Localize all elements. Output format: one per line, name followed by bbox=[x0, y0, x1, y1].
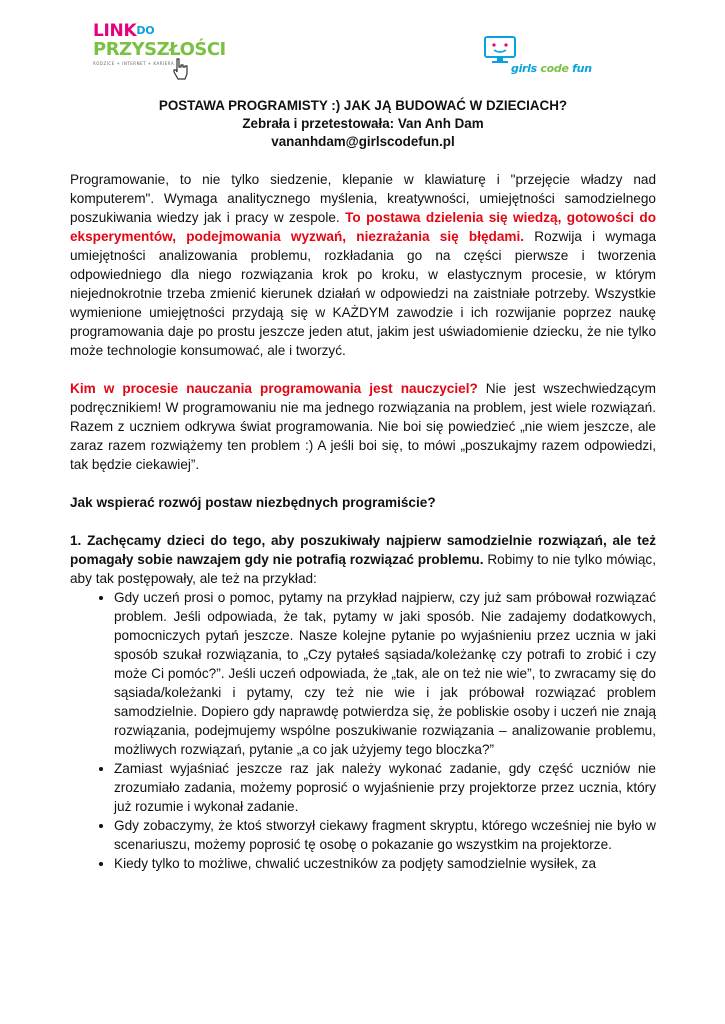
paragraph-teacher: Kim w procesie nauczania programowania jest nauczyciel? Nie jest wszechwiedzącym podręcznikiem! W programowaniu nie ma jednego rozwiązania na problem, jest wiele rozwiązań. Razem z uczniem odkrywa świat programowania. Nie boi się powiedzieć „nie wiem jeszcze, ale zaraz razem rozwiążemy ten problem :) A jeśli boi się, to mówi „poszukajmy razem odpowiedzi, tak będzie ciekawiej”. bbox=[70, 381, 656, 472]
list-item: • Zamiast wyjaśniać jeszcze raz jak należy wykonać zadanie, gdy część uczniów nie zrozumiało zadania, możemy poprosić o wyjaśnienie przy projektorze przez ucznia, który już rozumie i wykonał zadanie. bbox=[114, 759, 656, 816]
bullet-list bbox=[70, 588, 656, 873]
logo-line2: PRZYSZŁOŚCI bbox=[93, 39, 226, 60]
author-line: Zebrała i przetestowała: Van Anh Dam bbox=[242, 116, 484, 131]
document-body bbox=[70, 97, 656, 873]
logo-tagline: RODZICE + INTERNET + KARIERA bbox=[93, 61, 175, 66]
list-item: • Gdy uczeń prosi o pomoc, pytamy na przykład najpierw, czy już sam próbował rozwiązać problem. Jeśli odpowiada, że tak, pytamy w jaki sposób. Nie zadajemy dodatkowych, pomocniczych pytań jeszcze. Nasze kolejne pytanie po wyjaśnieniu przez ucznia w jaki sposób szukał rozwiązania, to „Czy pytałeś sąsiada/koleżankę czy potrafi to zrobić i czy może Ci pomóc?”. Jeśli uczeń odpowiada, że „tak, ale on też nie wie”, to zwracamy się do sąsiada/koleżanki i pytamy, czy też nie wie i jak próbował rozwiązać problem samodzielnie. Dopiero gdy naprawdę potwierdza się, że pobliskie osoby i uczeń nie znają rozwiązania, podejmujemy wspólne poszukiwanie rozwiązania – analizowanie problemu, możliwych rozwiązań, pytanie „a co jak użyjemy tego bloczka?” bbox=[114, 588, 656, 759]
document-title: POSTAWA PROGRAMISTY :) JAK JĄ BUDOWAĆ W DZIECIACH? bbox=[158, 98, 568, 113]
highlight-red: To postawa dzielenia się wiedzą, gotowości do eksperymentów, podejmowania wyzwań, niezrażania się błędami. bbox=[70, 210, 656, 244]
section-heading: Jak wspierać rozwój postaw niezbędnych programiście? bbox=[70, 495, 436, 510]
list-item: • Kiedy tylko to możliwe, chwalić uczestników za podjęty samodzielnie wysiłek, za bbox=[114, 854, 656, 873]
logo-line1: $LINK^{DO}$ bbox=[93, 21, 155, 41]
paragraph-intro: Programowanie, to nie tylko siedzenie, klepanie w klawiaturę i "przejęcie władzy nad komputerem". Wymaga analitycznego myślenia, kreatywności, umiejętności samodzielnego poszukiwania wiedzy jak i pracy w zespole. To postawa dzielenia się wiedzą, gotowości do eksperymentów, podejmowania wyzwań, niezrażania się błędami. Rozwija i wymaga umiejętności analizowania problemu, rozkładania go na części pierwsze i tworzenia odpowiedniego dla niego rozwiązania krok po kroku, w elastycznym procesie, w którym niejednokrotnie trzeba zmienić kierunek działań w odpowiedzi na zaistniałe potrzeby. Wszystkie wymienione umiejętności przydają się w KAŻDYM zawodzie i ich rozwijanie poprzez naukę programowania daje po prostu jeszcze jeden atut, jakim jest uświadomienie dziecku, że nie tylko może technologie konsumować, ale i tworzyć. bbox=[70, 172, 657, 358]
list-item: • Gdy zobaczymy, że ktoś stworzył ciekawy fragment skryptu, którego wcześniej nie było w scenariuszu, możemy poprosić tę osobę o pokazanie go wszystkim na projektorze. bbox=[114, 816, 656, 854]
logo-text: girls code fun bbox=[511, 62, 592, 75]
author-email[interactable]: vananhdam@girlscodefun.pl bbox=[271, 134, 455, 149]
logo-link-do-przyszlosci bbox=[93, 21, 226, 82]
logo-girls-code-fun bbox=[483, 36, 643, 76]
hand-cursor-icon bbox=[173, 58, 189, 80]
paragraph-point-1: 1. Zachęcamy dzieci do tego, aby poszukiwały najpierw samodzielnie rozwiązań, ale też pomagały sobie nawzajem gdy nie potrafią rozwiązać problemu. Robimy to nie tylko mówiąc, aby tak postępowały, ale też na przykład: bbox=[70, 533, 656, 586]
highlight-question: Kim w procesie nauczania programowania jest nauczyciel? bbox=[70, 381, 478, 396]
